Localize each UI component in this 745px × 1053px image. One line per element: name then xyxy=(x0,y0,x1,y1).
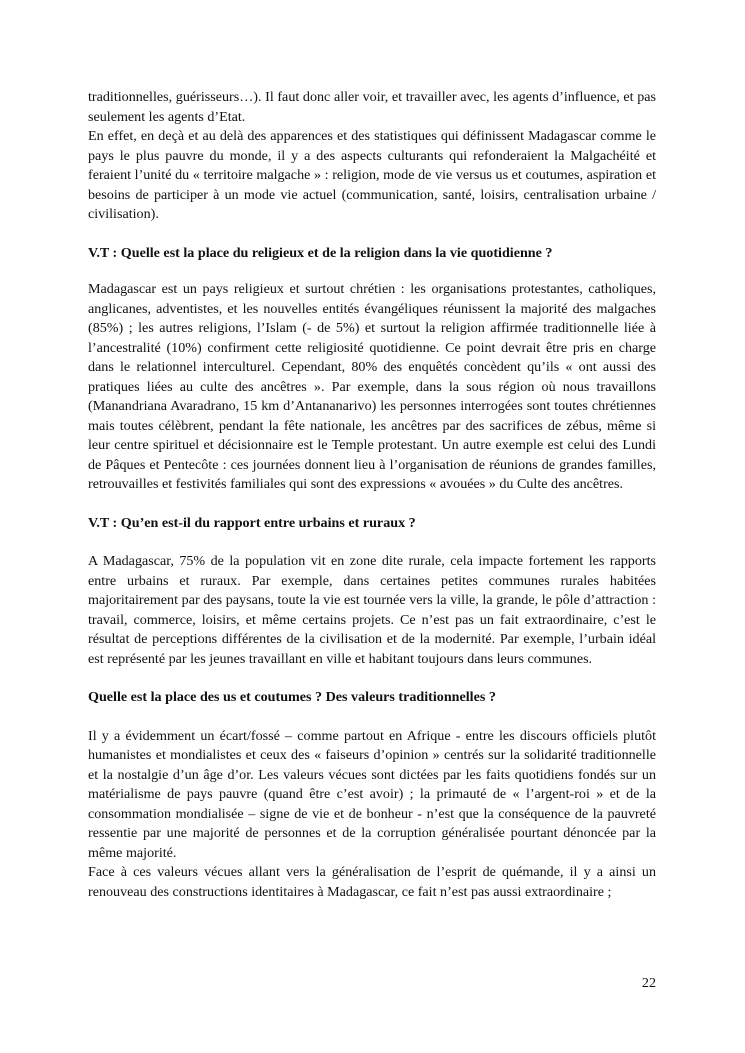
paragraph-malgacheite: En effet, en deçà et au delà des apparences et des statistiques qui définissent Madagascar comme le pays le plus pauvre du monde, il y a des aspects culturants qui refonderaient la Malgachéité et feraient l’unité du « territoire malgache » : religion, mode de vie versus us et coutumes, aspiration et besoins de participer à un mode vie actuel (communication, santé, loisirs, centralisation urbaine / civilisation). xyxy=(88,128,656,222)
paragraph-intro-end: traditionnelles, guérisseurs…). Il faut donc aller voir, et travailler avec, les agents d’influence, et pas seulement les agents d’Etat. xyxy=(88,89,656,125)
page-number: 22 xyxy=(641,975,656,991)
paragraph-identity: Face à ces valeurs vécues allant vers la généralisation de l’esprit de quémande, il y a ainsi un renouveau des constructions identitaires à Madagascar, ce fait n’est pas aussi extraordinaire ; xyxy=(88,864,656,900)
paragraph-urban-rural: A Madagascar, 75% de la population vit en zone dite rurale, cela impacte fortement les rapports entre urbains et ruraux. Par exemple, dans certaines petites communes rurales habitées majoritairement par des paysans, toute la vie est tournée vers la ville, la grande, le pôle d’attraction : travail, commerce, loisirs, et même certains projets. Ce n’est pas un fait extraordinaire, c’est le résultat de perceptions différentes de la civilisation et de la modernité. Par exemple, l’urbain idéal est représenté par les jeunes travaillant en ville et habitant toujours dans leurs communes. xyxy=(88,553,656,667)
paragraph-traditions: Il y a évidemment un écart/fossé – comme partout en Afrique - entre les discours officiels plutôt humanistes et mondialistes et ceux des « faiseurs d’opinion » centrés sur la solidarité traditionnelle et la nostalgie d’un âge d’or. Les valeurs vécues sont dictées par les faits quotidiens fondés sur un matérialisme de pays pauvre (quand être c’est avoir) ; la primauté de « l’argent-roi » et de la consommation mondialisée – signe de vie et de bonheur - n’est que la conséquence de la pauvreté ressentie par une majorité de personnes et de la corruption généralisée pourtant dénoncée par la même majorité. xyxy=(88,727,656,861)
document-page xyxy=(88,88,656,902)
heading-religion: V.T : Quelle est la place du religieux et de la religion dans la vie quotidienne ? xyxy=(88,244,553,261)
heading-traditions: Quelle est la place des us et coutumes ? Des valeurs traditionnelles ? xyxy=(88,689,496,705)
heading-urban-rural: V.T : Qu’en est-il du rapport entre urbains et ruraux ? xyxy=(88,514,416,531)
paragraph-religion: Madagascar est un pays religieux et surtout chrétien : les organisations protestantes, catholiques, anglicanes, adventistes, et les nouvelles entités évangéliques réunissent la majorité des malgaches (85%) ; les autres religions, l’Islam (- de 5%) et surtout la religion affirmée traditionnelle liée à l’ancestralité (10%) confirment cette religiosité quotidienne. Ce point devrait être pris en charge dans le relationnel interculturel. Cependant, 80% des enquêtés concèdent qu’ils « ont aussi des pratiques liées au culte des ancêtres ». Par exemple, dans la sous région où nous travaillons (Manandriana Avaradrano, 15 km d’Antananarivo) les personnes interrogées sont toutes chrétiennes mais toutes célèbrent, pendant la fête nationale, les ancêtres par des sacrifices de zébus, même si leur centre spirituel et décisionnaire est le Temple protestant. Un autre exemple est celui des Lundi de Pâques et Pentecôte : ces journées donnent lieu à l’organisation de réunions de grandes familles, retrouvailles et festivités familiales qui sont des expressions « avouées » du Culte des ancêtres. xyxy=(88,281,656,492)
